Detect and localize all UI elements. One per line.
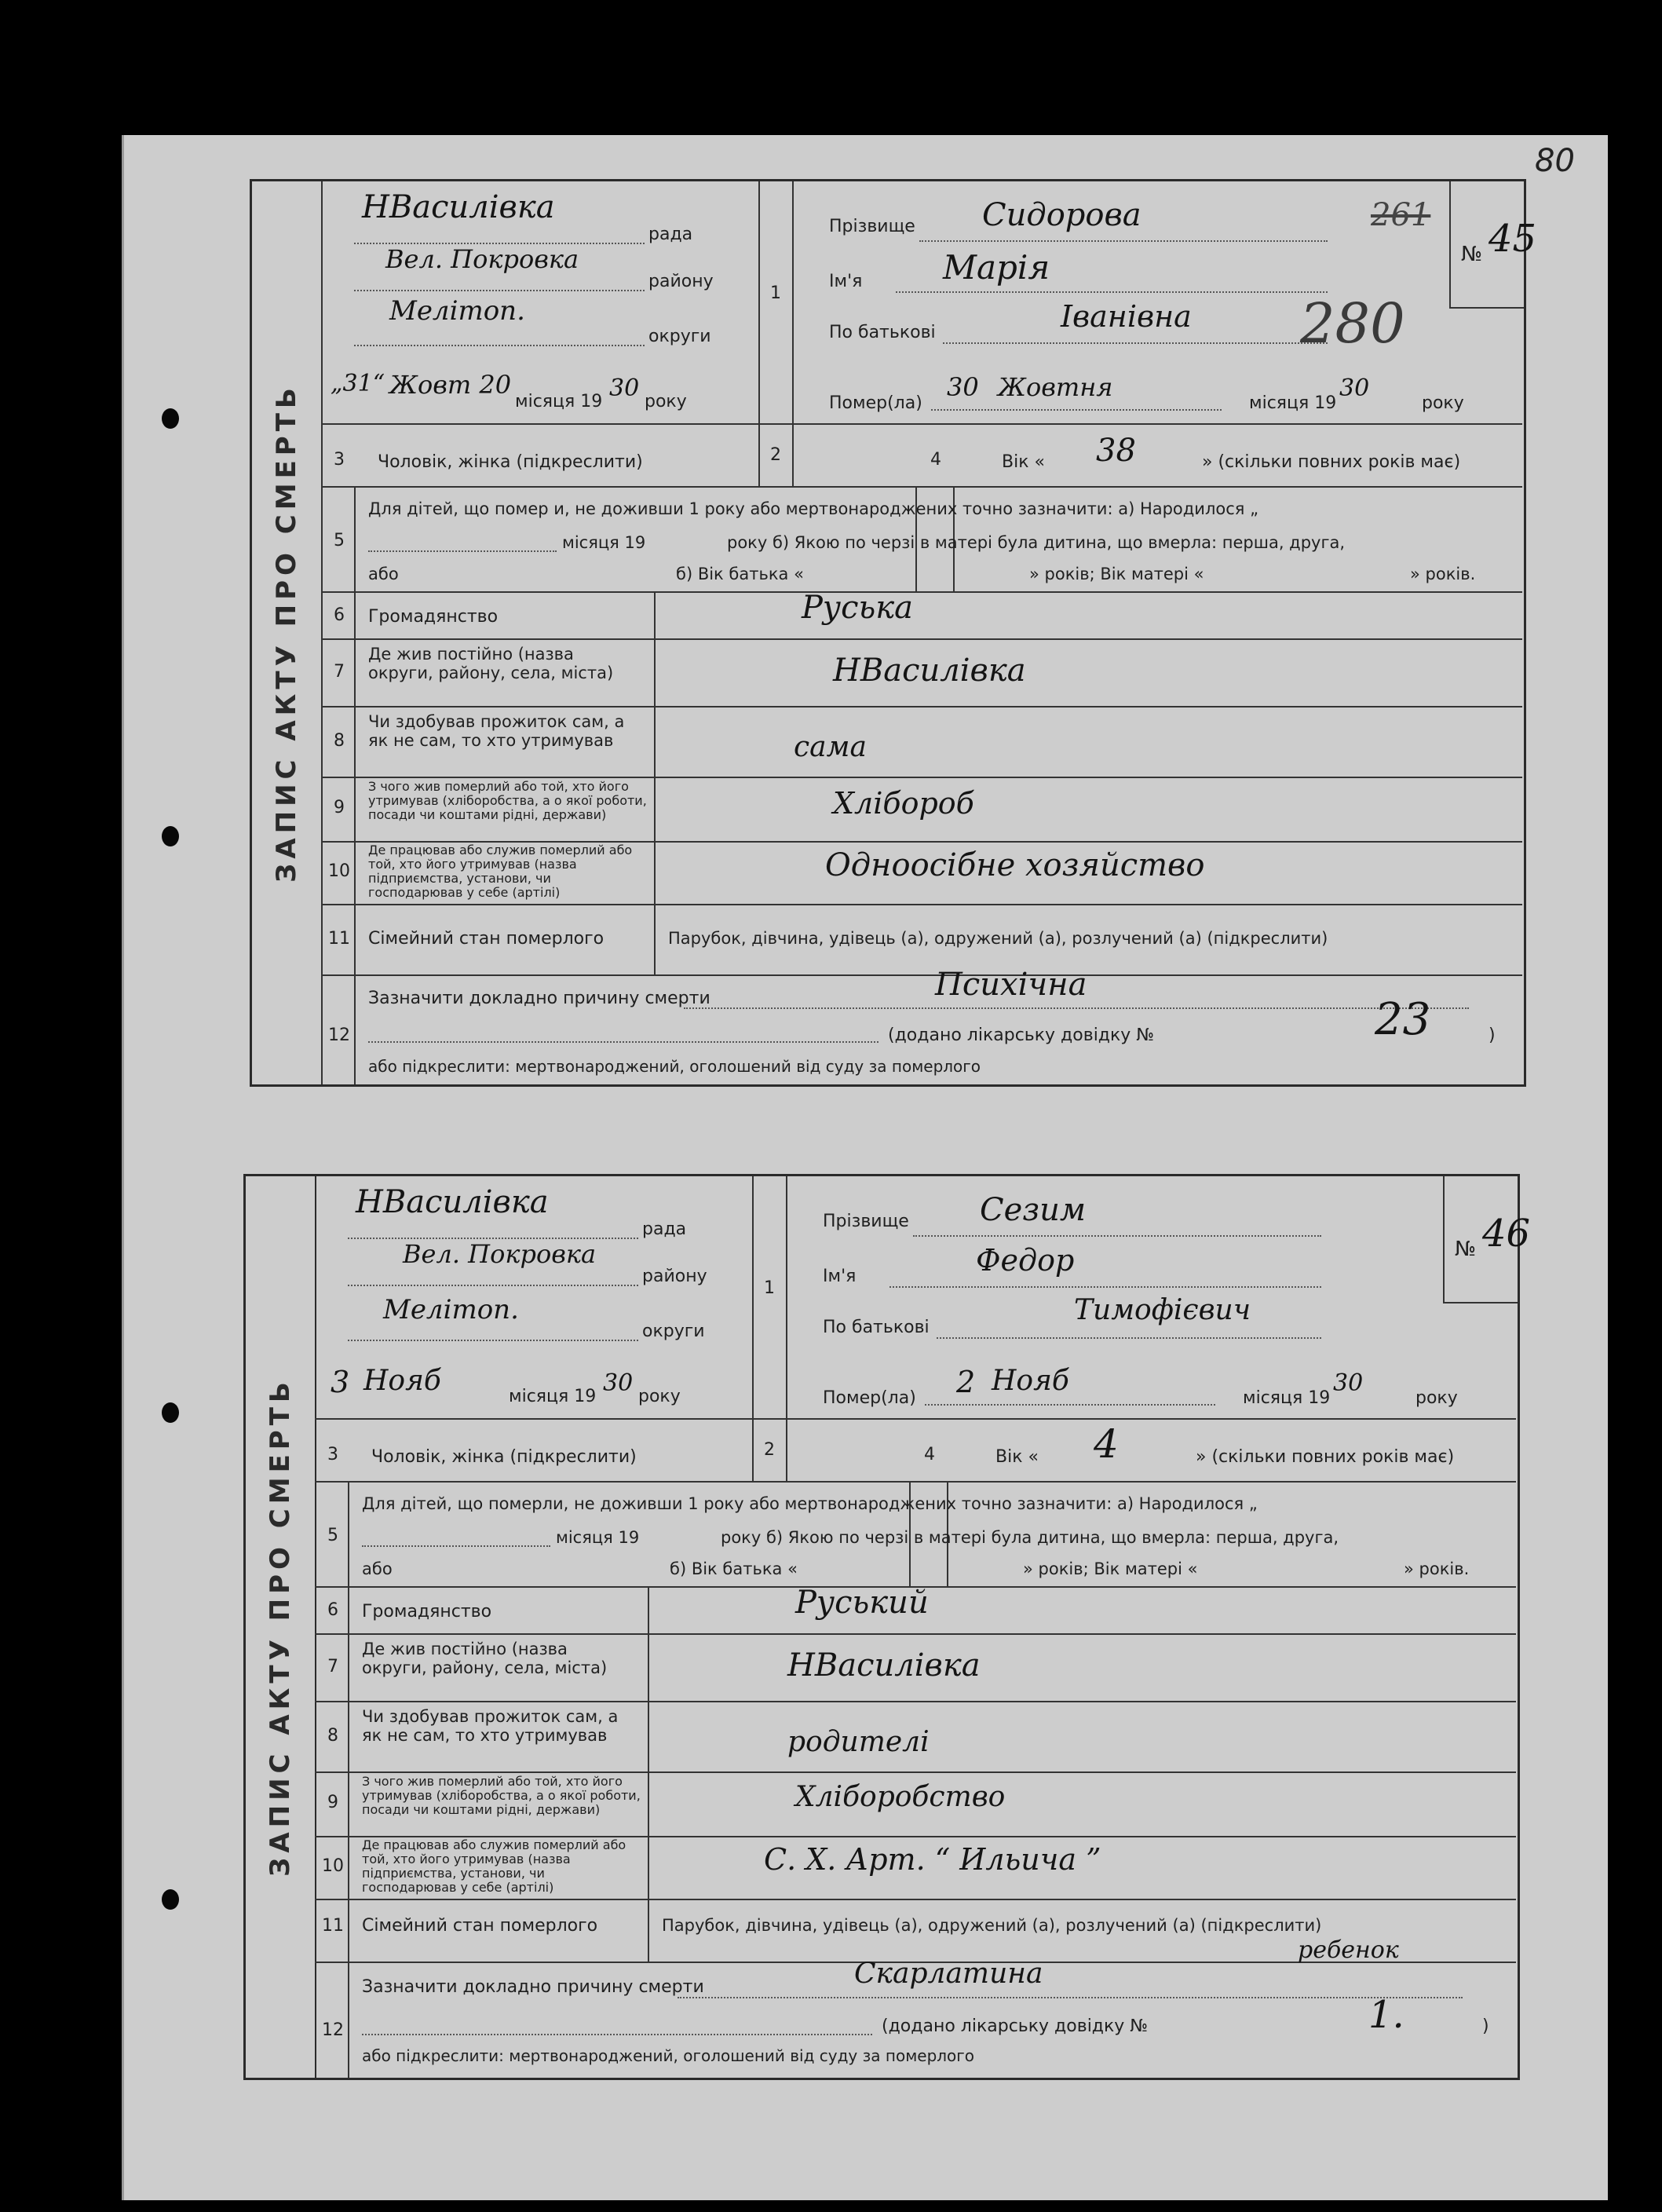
age-label: Вік « <box>995 1447 1039 1467</box>
registration-date-prefix: 3 <box>331 1365 350 1399</box>
okrug-label: округи <box>648 327 711 346</box>
mother-age-label: » років; Вік матері « <box>1029 565 1204 583</box>
livelihood-value: родителі <box>787 1726 930 1758</box>
died-day: 2 <box>956 1365 976 1399</box>
certificate-close: ) <box>1488 1026 1496 1045</box>
father-age-label: б) Вік батька « <box>676 565 804 583</box>
surname-label: Прізвище <box>823 1212 909 1231</box>
registration-date-day: Нояб <box>363 1365 441 1397</box>
years-end: » років. <box>1404 1559 1470 1578</box>
cause-value: Скарлатина <box>854 1958 1043 1990</box>
row-number: 2 <box>770 445 781 465</box>
row-number: 10 <box>328 861 350 881</box>
died-month: Жовтня <box>998 372 1113 402</box>
row-number: 12 <box>322 2020 344 2040</box>
cause-value: Психічна <box>935 967 1087 1003</box>
registration-year: 30 <box>609 375 640 402</box>
certificate-number: 1. <box>1368 1993 1404 2037</box>
rayon-value: Вел. Покровка <box>385 244 579 274</box>
rada-value: НВасилівка <box>362 189 555 225</box>
died-month-label: місяця 19 <box>1243 1388 1331 1408</box>
death-record-form-46 <box>243 1174 1531 2080</box>
punch-hole <box>162 408 179 429</box>
age-tail: » (скільки повних років має) <box>1202 452 1461 472</box>
name-label: Ім'я <box>823 1267 857 1286</box>
name-value: Федор <box>976 1243 1075 1278</box>
okrug-label: округи <box>642 1322 705 1341</box>
infant-line-2: року б) Якою по черзі в матері була дитина, що вмерла: перша, друга, <box>727 533 1346 552</box>
row-number: 7 <box>334 662 345 682</box>
row-number: 9 <box>334 798 345 817</box>
marital-options: Парубок, дівчина, удівець (а), одружений (а), розлучений (а) (підкреслити) <box>668 929 1328 948</box>
registration-date-day: Жовт 20 <box>389 370 512 400</box>
record-number: 46 <box>1482 1212 1531 1256</box>
died-year: 30 <box>1333 1369 1364 1397</box>
sex-label: Чоловік, жінка (підкреслити) <box>378 452 643 472</box>
side-title: ЗАПИС АКТУ ПРО СМЕРТЬ <box>265 1377 296 1877</box>
infant-line-3-start: або <box>362 1559 393 1578</box>
row-number: 3 <box>334 450 345 470</box>
name-value: Марія <box>943 248 1050 287</box>
patronymic-label: По батькові <box>829 323 936 342</box>
died-month-label: місяця 19 <box>1249 393 1337 413</box>
row-number: 12 <box>328 1026 350 1045</box>
punch-hole <box>162 826 179 846</box>
infant-line-1: Для дітей, що помер и, не доживши 1 року або мертвонароджених точно зазначити: а) Народилося „ <box>368 499 1258 518</box>
cause-label: Зазначити докладно причину смерти <box>368 989 710 1008</box>
rada-label: рада <box>648 225 693 244</box>
died-year-label: року <box>1415 1388 1458 1408</box>
infant-line-2: року б) Якою по черзі в матері була дитина, що вмерла: перша, друга, <box>721 1528 1339 1547</box>
residence-label: Де жив постійно (назва округи, району, села, міста) <box>362 1640 608 1677</box>
rayon-value: Вел. Покровка <box>403 1239 597 1269</box>
registration-year-label: року <box>638 1387 681 1406</box>
citizenship-value: Руська <box>802 590 914 626</box>
row-number: 11 <box>322 1916 344 1936</box>
registration-year: 30 <box>603 1369 634 1397</box>
workplace-value: С. Х. Арт. “ Ильича ” <box>764 1842 1101 1877</box>
rayon-label: району <box>648 272 714 291</box>
cause-footer: або підкреслити: мертвонароджений, оголошений від суду за померлого <box>368 1057 981 1076</box>
father-age-label: б) Вік батька « <box>670 1559 798 1578</box>
patronymic-value: Тимофієвич <box>1074 1294 1251 1326</box>
row-number: 5 <box>327 1526 338 1545</box>
death-record-form-45 <box>250 179 1537 1087</box>
row-number: 1 <box>764 1278 775 1298</box>
workplace-label: Де працював або служив померлий або той, хто його утримував (назва підприємства, установи, чи господарював у себе (артілі) <box>362 1837 626 1895</box>
mother-age-label: » років; Вік матері « <box>1023 1559 1198 1578</box>
certificate-number: 23 <box>1375 994 1431 1045</box>
registration-date-prefix: „31“ <box>331 370 385 397</box>
rada-label: рада <box>642 1219 687 1239</box>
row-number: 3 <box>327 1445 338 1464</box>
row-number: 8 <box>334 731 345 751</box>
income-source-label: З чого жив померлий або той, хто його утримував (хліборобства, а о якої роботи, посади чи коштами рідні, держави) <box>368 779 647 822</box>
rada-value: НВасилівка <box>356 1184 549 1220</box>
cause-label: Зазначити докладно причину смерти <box>362 1977 704 1997</box>
income-source-value: Хлібороб <box>833 786 974 821</box>
livelihood-label: Чи здобував прожиток сам, а як не сам, то хто утримував <box>362 1707 619 1745</box>
infant-month-label: місяця 19 <box>562 533 646 552</box>
row-number: 5 <box>334 531 345 550</box>
row-number: 6 <box>334 605 345 625</box>
died-label: Помер(ла) <box>829 393 922 413</box>
row-number: 8 <box>327 1726 338 1746</box>
marital-label: Сімейний стан померлого <box>362 1916 598 1936</box>
citizenship-value: Руський <box>795 1585 929 1621</box>
certificate-close: ) <box>1482 2016 1489 2036</box>
cause-footer: або підкреслити: мертвонароджений, оголошений від суду за померлого <box>362 2046 975 2065</box>
workplace-value: Одноосібне хозяйство <box>825 847 1205 883</box>
citizenship-label: Громадянство <box>362 1602 492 1622</box>
row-number: 9 <box>327 1793 338 1812</box>
row-number: 1 <box>770 283 781 303</box>
died-day: 30 <box>947 372 979 402</box>
residence-label: Де жив постійно (назва округи, району, села, міста) <box>368 645 614 682</box>
okrug-value: Мелітоп. <box>383 1294 519 1325</box>
row-number: 10 <box>322 1856 344 1876</box>
row-number: 4 <box>924 1445 935 1464</box>
registration-year-label: року <box>645 392 687 411</box>
punch-hole <box>162 1889 179 1910</box>
surname-value: Сезим <box>980 1192 1087 1228</box>
rayon-label: району <box>642 1267 707 1286</box>
surname-label: Прізвище <box>829 217 915 236</box>
died-year-label: року <box>1422 393 1464 413</box>
residence-value: НВасилівка <box>787 1647 981 1684</box>
row-number: 4 <box>930 450 941 470</box>
workplace-label: Де працював або служив померлий або той, хто його утримував (назва підприємства, установи, чи господарював у себе (артілі) <box>368 843 633 900</box>
age-label: Вік « <box>1002 452 1045 472</box>
patronymic-value: Іванівна <box>1061 299 1192 334</box>
surname-value: Сидорова <box>982 197 1141 233</box>
okrug-value: Мелітоп. <box>389 295 525 327</box>
archive-number: 280 <box>1300 291 1405 356</box>
row-number: 7 <box>327 1657 338 1676</box>
sex-label: Чоловік, жінка (підкреслити) <box>371 1447 637 1467</box>
certificate-label: (додано лікарську довідку № <box>882 2016 1149 2036</box>
age-value: 4 <box>1094 1421 1119 1467</box>
infant-line-3-start: або <box>368 565 399 583</box>
livelihood-label: Чи здобував прожиток сам, а як не сам, то хто утримував <box>368 712 625 750</box>
certificate-label: (додано лікарську довідку № <box>888 1026 1155 1045</box>
record-number-label: № <box>1455 1238 1477 1261</box>
side-title-box <box>246 1176 316 2078</box>
patronymic-label: По батькові <box>823 1318 930 1337</box>
name-label: Ім'я <box>829 272 863 291</box>
died-month: Нояб <box>992 1365 1069 1397</box>
registration-month-label: місяця 19 <box>515 392 603 411</box>
infant-line-1: Для дітей, що померли, не доживши 1 року або мертвонароджених точно зазначити: а) Народилося „ <box>362 1494 1258 1513</box>
age-tail: » (скільки повних років має) <box>1196 1447 1455 1467</box>
row-number: 6 <box>327 1600 338 1620</box>
age-value: 38 <box>1096 433 1136 469</box>
crossed-number: 261 <box>1371 197 1431 233</box>
livelihood-value: сама <box>794 731 867 763</box>
citizenship-label: Громадянство <box>368 607 499 627</box>
died-label: Помер(ла) <box>823 1388 916 1408</box>
row-number: 2 <box>764 1440 775 1460</box>
died-year: 30 <box>1339 375 1370 402</box>
side-title-box <box>252 181 323 1084</box>
row-number: 11 <box>328 929 350 949</box>
sheet-number: 80 <box>1535 143 1575 179</box>
punch-hole <box>162 1402 179 1423</box>
income-source-value: Хліборобство <box>795 1781 1006 1813</box>
marital-note: ребенок <box>1298 1936 1399 1964</box>
side-title: ЗАПИС АКТУ ПРО СМЕРТЬ <box>271 383 302 883</box>
record-number-label: № <box>1461 243 1483 266</box>
marital-label: Сімейний стан померлого <box>368 929 605 949</box>
years-end: » років. <box>1410 565 1476 583</box>
registration-month-label: місяця 19 <box>509 1387 597 1406</box>
income-source-label: З чого жив померлий або той, хто його утримував (хліборобства, а о якої роботи, посади чи коштами рідні, держави) <box>362 1774 641 1817</box>
record-number: 45 <box>1488 217 1537 261</box>
residence-value: НВасилівка <box>833 653 1026 689</box>
marital-options: Парубок, дівчина, удівець (а), одружений (а), розлучений (а) (підкреслити) <box>662 1916 1322 1935</box>
infant-month-label: місяця 19 <box>556 1528 640 1547</box>
